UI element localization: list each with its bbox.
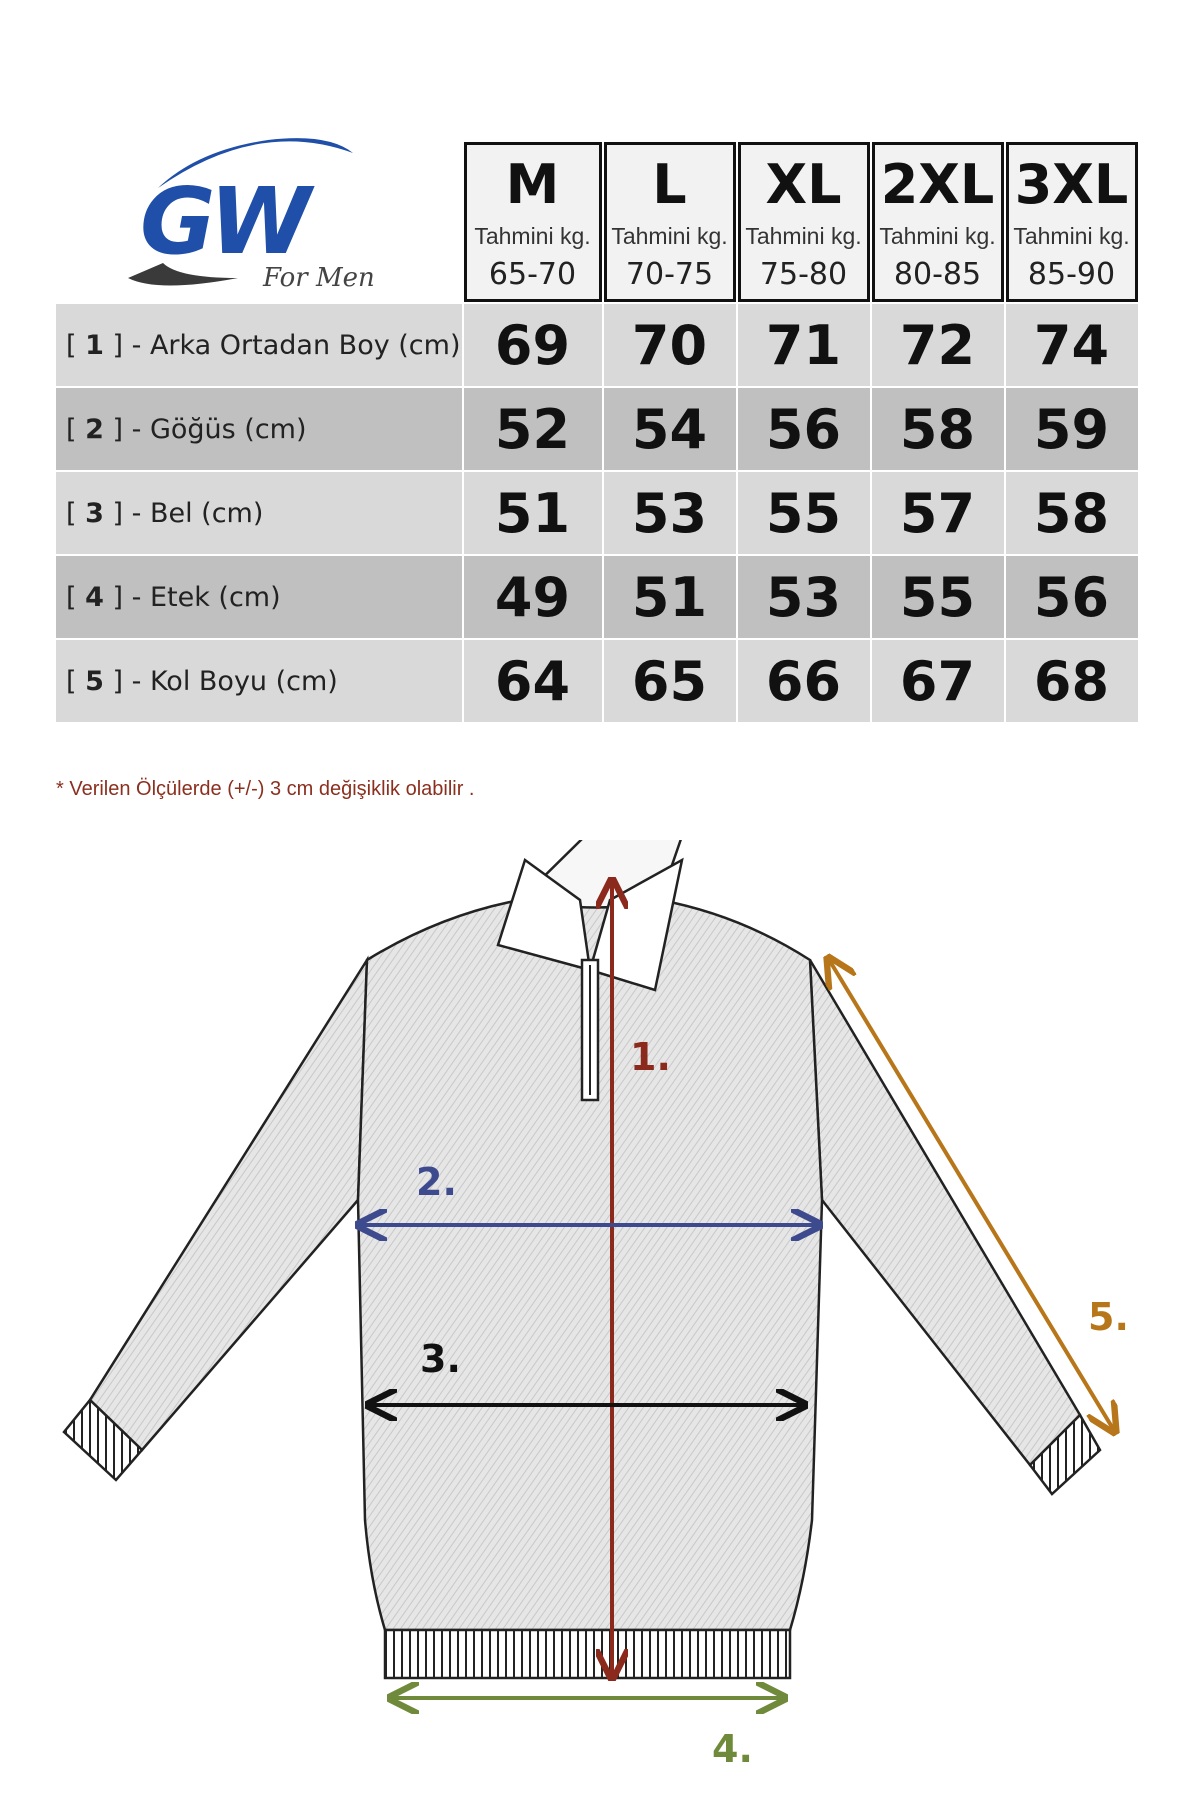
row-label: [ 4 ] - Etek (cm) [56,556,462,638]
size-header [872,142,1004,302]
table-row [56,472,1138,554]
measurement-note: * Verilen Ölçülerde (+/-) 3 cm değişiklik olabilir . [56,778,475,800]
table-cell: 72 [872,304,1004,386]
size-header [464,142,602,302]
row-label: [ 2 ] - Göğüs (cm) [56,388,462,470]
table-cell: 56 [1006,556,1138,638]
table-cell: 74 [1006,304,1138,386]
table-row [56,556,1138,638]
table-cell: 56 [738,388,870,470]
table-row [56,640,1138,722]
logo-tagline: For Men [263,263,375,293]
row-label-text: - Göğüs (cm) [131,413,307,445]
header-spacer [56,142,462,302]
table-cell: 51 [464,472,602,554]
table-cell: 57 [872,472,1004,554]
measure-5-label: 5. [1088,1295,1129,1339]
logo-letters: GW [140,168,305,275]
size-name: 2XL [880,153,995,216]
weight-range: 65-70 [488,257,577,292]
row-number: 4 [85,581,104,613]
size-chart-table [54,140,1142,724]
table-cell: 55 [738,472,870,554]
table-cell: 52 [464,388,602,470]
row-number: 2 [85,413,104,445]
size-header [738,142,870,302]
table-row [56,304,1138,386]
weight-label: Tahmini kg. [745,223,862,249]
row-label: [ 5 ] - Kol Boyu (cm) [56,640,462,722]
table-cell: 71 [738,304,870,386]
size-header [1006,142,1138,302]
weight-label: Tahmini kg. [611,223,728,249]
size-name: 3XL [1014,153,1129,216]
right-sleeve [810,960,1080,1465]
row-number: 5 [85,665,104,697]
table-cell: 59 [1006,388,1138,470]
table-cell: 54 [604,388,736,470]
row-label-text: - Bel (cm) [131,497,264,529]
table-cell: 66 [738,640,870,722]
weight-range: 85-90 [1027,257,1116,292]
size-header [604,142,736,302]
table-cell: 69 [464,304,602,386]
weight-label: Tahmini kg. [1013,223,1130,249]
row-number: 3 [85,497,104,529]
row-label: [ 1 ] - Arka Ortadan Boy (cm) [56,304,462,386]
measure-3-label: 3. [420,1337,461,1381]
table-cell: 53 [604,472,736,554]
hem-rib [385,1630,790,1678]
table-cell: 49 [464,556,602,638]
weight-range: 80-85 [893,257,982,292]
row-number: 1 [85,329,104,361]
left-sleeve [90,960,367,1450]
row-label-text: - Kol Boyu (cm) [131,665,338,697]
table-row [56,388,1138,470]
table-cell: 53 [738,556,870,638]
size-name: L [652,153,687,216]
table-cell: 68 [1006,640,1138,722]
row-label: [ 3 ] - Bel (cm) [56,472,462,554]
table-cell: 70 [604,304,736,386]
table-cell: 65 [604,640,736,722]
size-name: M [505,153,560,216]
weight-range: 70-75 [625,257,714,292]
size-name: XL [765,153,842,216]
measure-1-label: 1. [630,1035,671,1079]
table-cell: 64 [464,640,602,722]
weight-range: 75-80 [759,257,848,292]
row-label-text: - Arka Ortadan Boy (cm) [131,329,461,361]
row-label-text: - Etek (cm) [131,581,281,613]
table-cell: 51 [604,556,736,638]
table-cell: 55 [872,556,1004,638]
weight-label: Tahmini kg. [879,223,996,249]
weight-label: Tahmini kg. [474,223,591,249]
garment-diagram [0,840,1200,1800]
table-cell: 67 [872,640,1004,722]
measure-2-label: 2. [416,1160,457,1204]
table-cell: 58 [872,388,1004,470]
measure-4-label: 4. [712,1727,753,1771]
table-cell: 58 [1006,472,1138,554]
